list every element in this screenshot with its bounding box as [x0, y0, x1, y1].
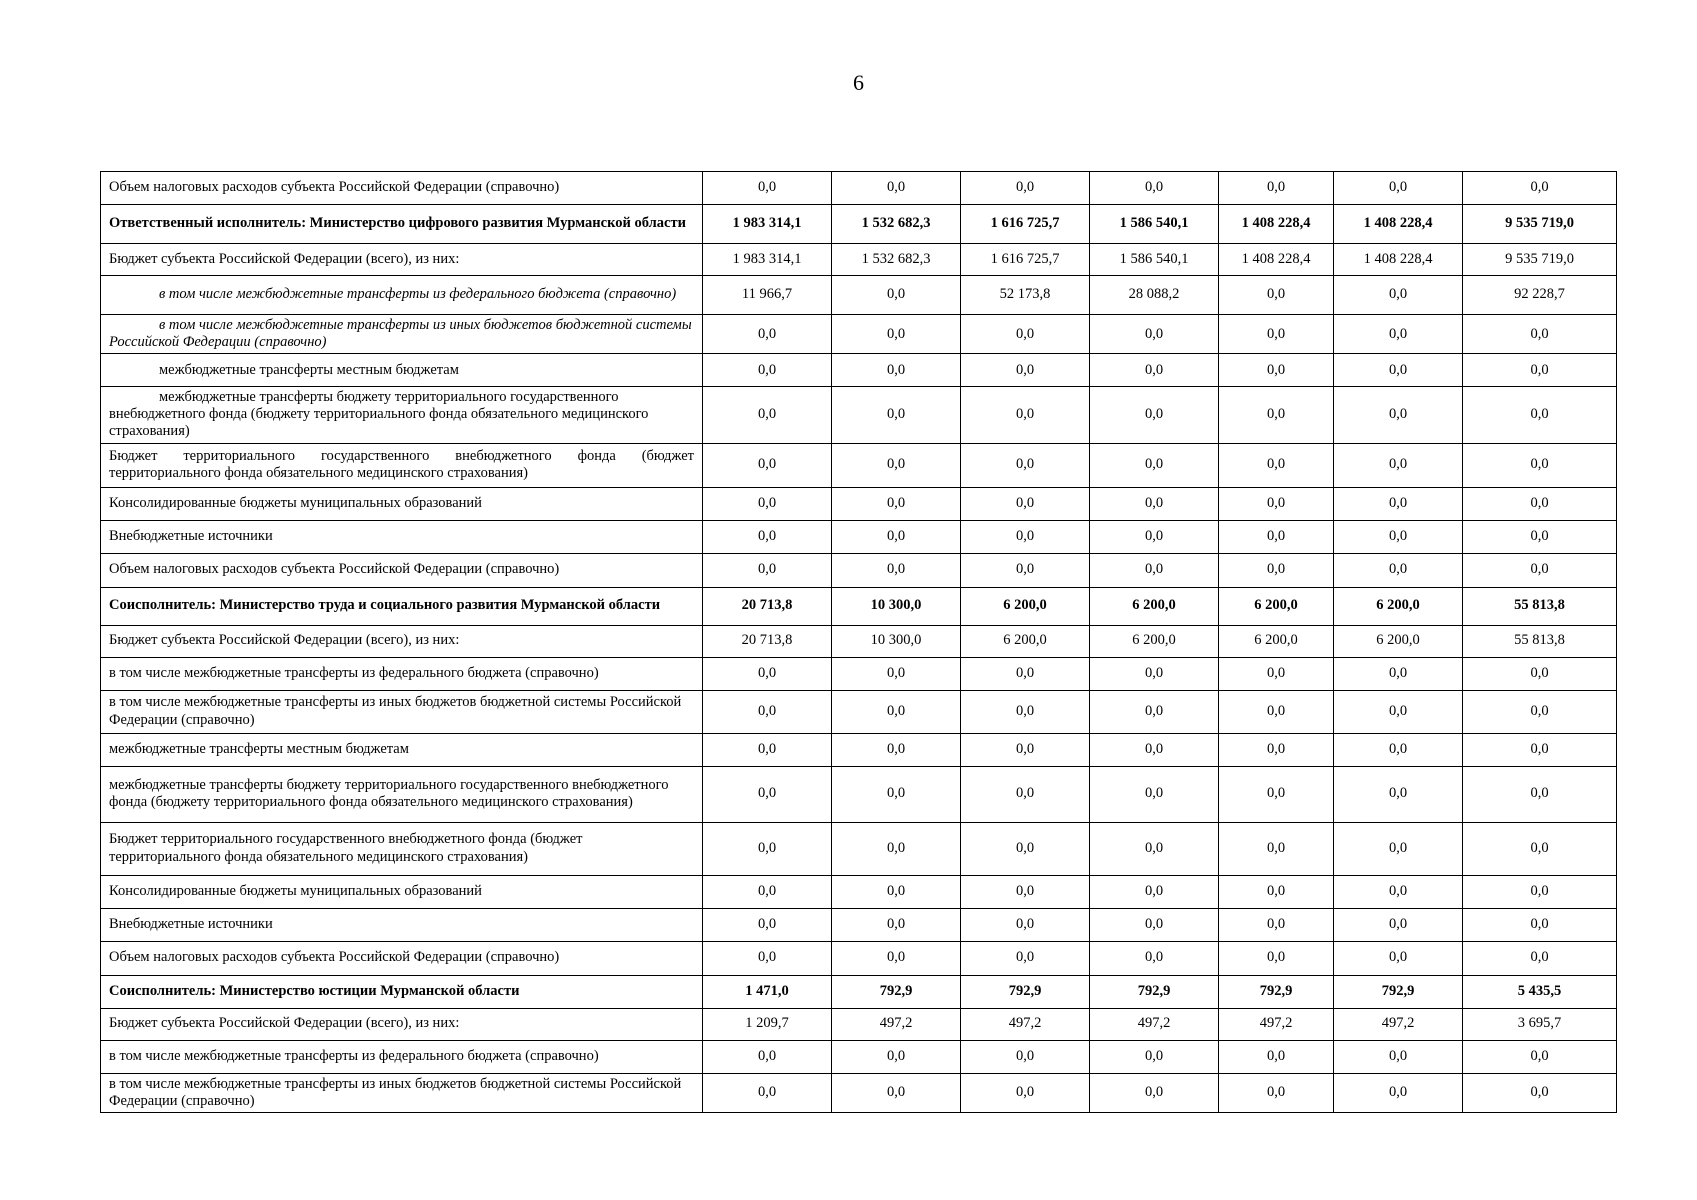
row-label: межбюджетные трансферты бюджету территориального государственного внебюджетного фонда (бюджету территориального фонда обязательного медицинского страхования) — [101, 387, 703, 443]
row-label: межбюджетные трансферты бюджету территориального государственного внебюджетного фонда (бюджету территориального фонда обязательного медицинского страхования) — [101, 766, 703, 822]
row-value: 0,0 — [832, 354, 961, 387]
row-label: Бюджет субъекта Российской Федерации (всего), из них: — [101, 1008, 703, 1040]
table-row — [101, 587, 1617, 625]
row-value: 0,0 — [961, 908, 1090, 941]
row-value: 497,2 — [961, 1008, 1090, 1040]
budget-table-body — [101, 172, 1617, 1113]
row-label: Объем налоговых расходов субъекта Российской Федерации (справочно) — [101, 553, 703, 587]
row-value: 0,0 — [961, 941, 1090, 975]
row-label: Внебюджетные источники — [101, 520, 703, 553]
table-row — [101, 875, 1617, 908]
row-label: в том числе межбюджетные трансферты из федерального бюджета (справочно) — [101, 657, 703, 690]
row-value: 0,0 — [1090, 1040, 1219, 1073]
row-value: 0,0 — [832, 387, 961, 443]
row-value: 0,0 — [1463, 822, 1617, 875]
row-value: 6 200,0 — [1334, 625, 1463, 657]
row-value: 0,0 — [1090, 657, 1219, 690]
row-value: 6 200,0 — [1219, 587, 1334, 625]
row-value: 0,0 — [1463, 172, 1617, 205]
row-label: Соисполнитель: Министерство юстиции Мурманской области — [101, 975, 703, 1008]
row-value: 792,9 — [832, 975, 961, 1008]
row-value: 0,0 — [1219, 822, 1334, 875]
row-value: 0,0 — [832, 1040, 961, 1073]
row-value: 0,0 — [703, 443, 832, 487]
row-value: 6 200,0 — [1219, 625, 1334, 657]
row-value: 0,0 — [961, 553, 1090, 587]
row-value: 0,0 — [1090, 875, 1219, 908]
row-value: 0,0 — [703, 1073, 832, 1112]
row-value: 9 535 719,0 — [1463, 244, 1617, 276]
table-row — [101, 354, 1617, 387]
row-value: 0,0 — [1090, 172, 1219, 205]
row-value: 0,0 — [703, 690, 832, 733]
row-value: 792,9 — [1090, 975, 1219, 1008]
row-value: 0,0 — [1219, 487, 1334, 520]
row-label: в том числе межбюджетные трансферты из иных бюджетов бюджетной системы Российской Федерации (справочно) — [101, 690, 703, 733]
row-value: 1 616 725,7 — [961, 205, 1090, 244]
row-value: 0,0 — [832, 822, 961, 875]
row-value: 0,0 — [1090, 690, 1219, 733]
row-value: 0,0 — [961, 172, 1090, 205]
row-value: 0,0 — [1090, 941, 1219, 975]
table-row — [101, 276, 1617, 315]
row-value: 1 983 314,1 — [703, 205, 832, 244]
row-value: 0,0 — [703, 354, 832, 387]
row-value: 0,0 — [961, 443, 1090, 487]
table-row — [101, 553, 1617, 587]
row-value: 0,0 — [961, 822, 1090, 875]
row-value: 0,0 — [1463, 553, 1617, 587]
row-value: 0,0 — [1334, 733, 1463, 766]
row-value: 6 200,0 — [961, 625, 1090, 657]
row-value: 0,0 — [1334, 276, 1463, 315]
table-row — [101, 1008, 1617, 1040]
row-value: 0,0 — [1219, 875, 1334, 908]
row-value: 0,0 — [961, 315, 1090, 354]
table-row — [101, 1073, 1617, 1112]
row-value: 792,9 — [961, 975, 1090, 1008]
row-value: 1 471,0 — [703, 975, 832, 1008]
row-value: 55 813,8 — [1463, 587, 1617, 625]
row-value: 0,0 — [1090, 520, 1219, 553]
row-value: 0,0 — [961, 690, 1090, 733]
row-value: 0,0 — [832, 908, 961, 941]
row-label: в том числе межбюджетные трансферты из иных бюджетов бюджетной системы Российской Федерации (справочно) — [101, 1073, 703, 1112]
row-value: 0,0 — [1463, 520, 1617, 553]
row-value: 6 200,0 — [1090, 587, 1219, 625]
row-value: 497,2 — [1334, 1008, 1463, 1040]
row-value: 0,0 — [1334, 822, 1463, 875]
row-value: 6 200,0 — [1090, 625, 1219, 657]
row-value: 0,0 — [1334, 172, 1463, 205]
row-label: Бюджет субъекта Российской Федерации (всего), из них: — [101, 625, 703, 657]
row-value: 0,0 — [961, 875, 1090, 908]
row-value: 0,0 — [1090, 733, 1219, 766]
row-value: 0,0 — [703, 1040, 832, 1073]
row-value: 3 695,7 — [1463, 1008, 1617, 1040]
row-label: Бюджет территориального государственного внебюджетного фонда (бюджет территориального фонда обязательного медицинского страхования) — [101, 822, 703, 875]
row-value: 0,0 — [1090, 822, 1219, 875]
row-value: 5 435,5 — [1463, 975, 1617, 1008]
row-value: 10 300,0 — [832, 625, 961, 657]
row-value: 0,0 — [832, 443, 961, 487]
table-row — [101, 690, 1617, 733]
row-value: 0,0 — [1219, 387, 1334, 443]
row-value: 497,2 — [1219, 1008, 1334, 1040]
row-value: 0,0 — [832, 766, 961, 822]
table-row — [101, 908, 1617, 941]
row-value: 0,0 — [1334, 766, 1463, 822]
row-label: Объем налоговых расходов субъекта Российской Федерации (справочно) — [101, 172, 703, 205]
row-label: Бюджет территориального государственного внебюджетного фонда (бюджет территориального фонда обязательного медицинского страхования) — [101, 443, 703, 487]
row-value: 0,0 — [832, 1073, 961, 1112]
row-value: 0,0 — [961, 354, 1090, 387]
row-value: 0,0 — [1463, 315, 1617, 354]
row-value: 0,0 — [832, 941, 961, 975]
row-value: 0,0 — [832, 276, 961, 315]
row-value: 6 200,0 — [1334, 587, 1463, 625]
row-value: 0,0 — [1463, 690, 1617, 733]
row-value: 0,0 — [703, 766, 832, 822]
table-row — [101, 766, 1617, 822]
row-value: 0,0 — [1334, 354, 1463, 387]
row-value: 792,9 — [1219, 975, 1334, 1008]
row-value: 0,0 — [703, 315, 832, 354]
row-value: 0,0 — [832, 172, 961, 205]
row-value: 0,0 — [1219, 315, 1334, 354]
row-value: 0,0 — [1463, 908, 1617, 941]
row-value: 0,0 — [1334, 387, 1463, 443]
row-label: Объем налоговых расходов субъекта Российской Федерации (справочно) — [101, 941, 703, 975]
row-value: 0,0 — [1090, 354, 1219, 387]
row-value: 0,0 — [1463, 1040, 1617, 1073]
row-value: 0,0 — [1334, 875, 1463, 908]
table-row — [101, 520, 1617, 553]
row-value: 0,0 — [1090, 387, 1219, 443]
row-value: 1 983 314,1 — [703, 244, 832, 276]
row-value: 0,0 — [1219, 1040, 1334, 1073]
table-row — [101, 1040, 1617, 1073]
row-value: 0,0 — [703, 875, 832, 908]
row-value: 0,0 — [1334, 315, 1463, 354]
row-value: 0,0 — [1334, 657, 1463, 690]
row-value: 0,0 — [703, 520, 832, 553]
row-value: 92 228,7 — [1463, 276, 1617, 315]
row-value: 0,0 — [832, 520, 961, 553]
row-value: 0,0 — [1463, 354, 1617, 387]
row-value: 0,0 — [961, 1073, 1090, 1112]
page-number: 6 — [853, 70, 864, 95]
row-value: 0,0 — [832, 690, 961, 733]
table-row — [101, 487, 1617, 520]
table-row — [101, 315, 1617, 354]
row-value: 0,0 — [832, 487, 961, 520]
row-value: 55 813,8 — [1463, 625, 1617, 657]
table-row — [101, 657, 1617, 690]
row-value: 6 200,0 — [961, 587, 1090, 625]
row-value: 0,0 — [1219, 941, 1334, 975]
row-value: 0,0 — [1463, 487, 1617, 520]
row-value: 0,0 — [961, 387, 1090, 443]
row-value: 10 300,0 — [832, 587, 961, 625]
row-value: 0,0 — [1334, 690, 1463, 733]
row-value: 20 713,8 — [703, 625, 832, 657]
row-value: 0,0 — [961, 766, 1090, 822]
row-value: 0,0 — [1090, 553, 1219, 587]
row-value: 1 408 228,4 — [1219, 205, 1334, 244]
row-label: межбюджетные трансферты местным бюджетам — [101, 354, 703, 387]
row-value: 0,0 — [1090, 908, 1219, 941]
row-value: 0,0 — [1219, 553, 1334, 587]
table-row — [101, 941, 1617, 975]
row-value: 1 616 725,7 — [961, 244, 1090, 276]
row-value: 0,0 — [1463, 733, 1617, 766]
row-value: 0,0 — [1090, 1073, 1219, 1112]
row-value: 0,0 — [1219, 172, 1334, 205]
table-row — [101, 172, 1617, 205]
row-value: 0,0 — [703, 387, 832, 443]
table-row — [101, 975, 1617, 1008]
row-value: 1 586 540,1 — [1090, 244, 1219, 276]
row-label: Внебюджетные источники — [101, 908, 703, 941]
row-value: 1 532 682,3 — [832, 205, 961, 244]
row-value: 0,0 — [1463, 657, 1617, 690]
table-row — [101, 443, 1617, 487]
table-row — [101, 244, 1617, 276]
row-value: 0,0 — [1219, 657, 1334, 690]
row-value: 0,0 — [703, 733, 832, 766]
table-row — [101, 387, 1617, 443]
row-value: 0,0 — [1219, 520, 1334, 553]
budget-table — [100, 171, 1617, 1113]
row-value: 0,0 — [1219, 908, 1334, 941]
row-value: 792,9 — [1334, 975, 1463, 1008]
row-label: в том числе межбюджетные трансферты из федерального бюджета (справочно) — [101, 276, 703, 315]
row-value: 0,0 — [961, 487, 1090, 520]
row-value: 0,0 — [832, 657, 961, 690]
row-value: 0,0 — [703, 822, 832, 875]
row-value: 0,0 — [1219, 354, 1334, 387]
row-value: 0,0 — [1219, 733, 1334, 766]
row-value: 0,0 — [961, 657, 1090, 690]
row-value: 20 713,8 — [703, 587, 832, 625]
row-value: 1 408 228,4 — [1334, 244, 1463, 276]
row-value: 0,0 — [703, 553, 832, 587]
row-label: Соисполнитель: Министерство труда и социального развития Мурманской области — [101, 587, 703, 625]
row-value: 0,0 — [1463, 443, 1617, 487]
row-value: 28 088,2 — [1090, 276, 1219, 315]
row-label: межбюджетные трансферты местным бюджетам — [101, 733, 703, 766]
row-value: 1 532 682,3 — [832, 244, 961, 276]
row-label: Консолидированные бюджеты муниципальных образований — [101, 487, 703, 520]
row-value: 0,0 — [1334, 553, 1463, 587]
row-value: 0,0 — [1219, 766, 1334, 822]
row-value: 0,0 — [703, 908, 832, 941]
row-value: 0,0 — [1463, 387, 1617, 443]
row-value: 0,0 — [1334, 941, 1463, 975]
row-value: 497,2 — [1090, 1008, 1219, 1040]
table-row — [101, 205, 1617, 244]
row-value: 1 209,7 — [703, 1008, 832, 1040]
row-value: 0,0 — [1463, 766, 1617, 822]
row-value: 0,0 — [1334, 443, 1463, 487]
row-value: 0,0 — [961, 1040, 1090, 1073]
row-value: 0,0 — [703, 941, 832, 975]
row-value: 11 966,7 — [703, 276, 832, 315]
row-label: Консолидированные бюджеты муниципальных образований — [101, 875, 703, 908]
row-value: 0,0 — [1334, 487, 1463, 520]
table-row — [101, 733, 1617, 766]
row-value: 0,0 — [1219, 690, 1334, 733]
row-value: 0,0 — [1219, 443, 1334, 487]
row-value: 0,0 — [1463, 941, 1617, 975]
row-value: 0,0 — [961, 733, 1090, 766]
row-value: 0,0 — [1463, 1073, 1617, 1112]
row-value: 0,0 — [1090, 315, 1219, 354]
row-value: 0,0 — [1334, 1073, 1463, 1112]
row-value: 0,0 — [1334, 908, 1463, 941]
row-value: 0,0 — [703, 172, 832, 205]
row-value: 0,0 — [1334, 1040, 1463, 1073]
row-value: 0,0 — [832, 875, 961, 908]
row-label: Бюджет субъекта Российской Федерации (всего), из них: — [101, 244, 703, 276]
row-value: 1 408 228,4 — [1334, 205, 1463, 244]
table-row — [101, 625, 1617, 657]
row-value: 0,0 — [961, 520, 1090, 553]
row-value: 0,0 — [1090, 443, 1219, 487]
row-value: 1 408 228,4 — [1219, 244, 1334, 276]
row-value: 52 173,8 — [961, 276, 1090, 315]
row-value: 0,0 — [703, 487, 832, 520]
row-value: 0,0 — [832, 315, 961, 354]
table-row — [101, 822, 1617, 875]
row-value: 0,0 — [1219, 276, 1334, 315]
row-value: 0,0 — [1463, 875, 1617, 908]
row-value: 0,0 — [832, 553, 961, 587]
row-value: 0,0 — [1219, 1073, 1334, 1112]
row-label: Ответственный исполнитель: Министерство цифрового развития Мурманской области — [101, 205, 703, 244]
row-value: 0,0 — [832, 733, 961, 766]
row-label: в том числе межбюджетные трансферты из федерального бюджета (справочно) — [101, 1040, 703, 1073]
row-value: 0,0 — [703, 657, 832, 690]
row-value: 1 586 540,1 — [1090, 205, 1219, 244]
row-value: 0,0 — [1090, 487, 1219, 520]
row-value: 0,0 — [1334, 520, 1463, 553]
row-value: 9 535 719,0 — [1463, 205, 1617, 244]
row-value: 497,2 — [832, 1008, 961, 1040]
row-label: в том числе межбюджетные трансферты из иных бюджетов бюджетной системы Российской Федерации (справочно) — [101, 315, 703, 354]
row-value: 0,0 — [1090, 766, 1219, 822]
